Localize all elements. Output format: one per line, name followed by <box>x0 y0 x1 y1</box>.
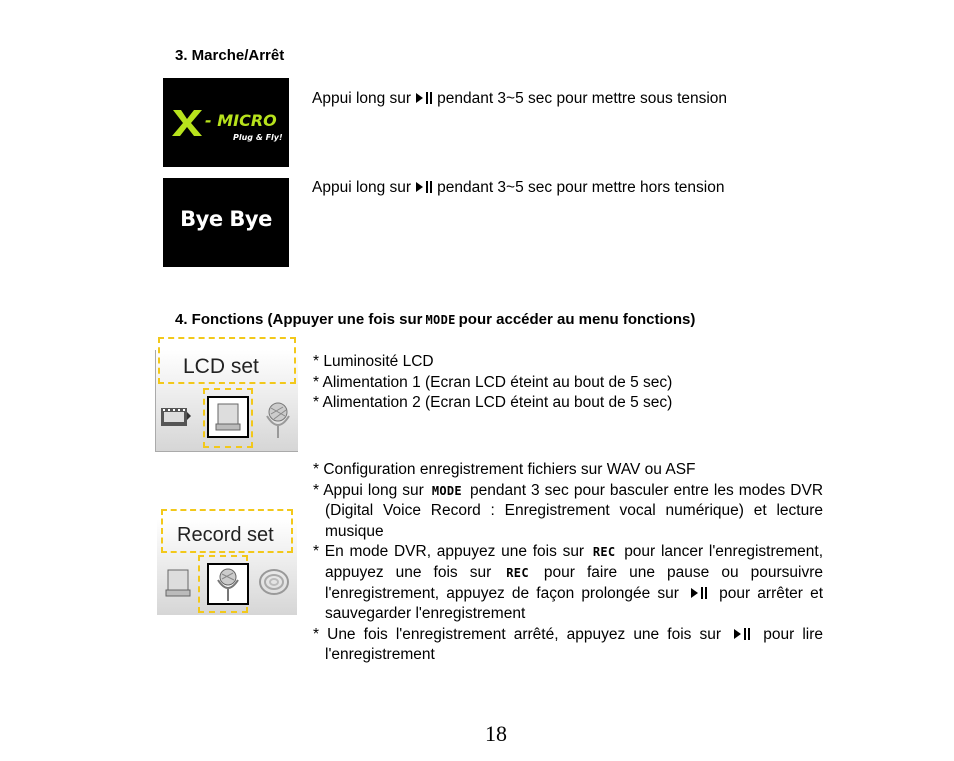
title-highlight <box>161 509 293 553</box>
svg-text:Plug & Fly!: Plug & Fly! <box>233 133 283 142</box>
list-item: * En mode DVR, appuyez une fois sur REC pour lancer l'enregistrement, appuyez une fois sur REC pour faire une pause ou poursuivre l'enregistrement, appuyez de façon prolongée sur pour arrêter et sauvegarder l'enregistrement <box>313 543 824 623</box>
lcd-icon-box <box>207 396 249 438</box>
microphone-icon <box>209 565 247 603</box>
power-off-instruction: Appui long sur pendant 3~5 sec pour mettre hors tension <box>312 179 725 196</box>
mode-key-label: MODE <box>431 483 462 498</box>
record-settings-list <box>313 460 823 666</box>
play-pause-icon <box>691 587 709 599</box>
list-item: * Luminosité LCD <box>313 353 434 370</box>
mode-key-label: MODE <box>425 313 456 327</box>
list-item: * Appui long sur MODE pendant 3 sec pour basculer entre les modes DVR (Digital Voice Record : Enregistrement vocal numérique) et lecture musique <box>313 481 824 540</box>
x-micro-logo-screen <box>163 78 289 167</box>
page-number: 18 <box>485 721 507 746</box>
bye-bye-screen <box>163 178 289 267</box>
x-micro-logo <box>163 78 289 167</box>
section-4-heading: 4. Fonctions (Appuyer une fois sur MODE pour accéder au menu fonctions) <box>175 311 696 328</box>
list-item: * Alimentation 1 (Ecran LCD éteint au bout de 5 sec) <box>313 373 673 391</box>
list-item: * Une fois l'enregistrement arrêté, appuyez une fois sur pour lire l'enregistrement <box>313 625 823 664</box>
section-3-heading: 3. Marche/Arrêt <box>175 47 285 64</box>
record-set-title: Record set <box>177 524 274 546</box>
title-highlight <box>158 337 296 384</box>
play-pause-icon <box>416 92 434 104</box>
music-disc-icon <box>257 565 293 601</box>
lcd-display-icon <box>163 567 195 599</box>
play-pause-icon <box>416 181 434 193</box>
film-icon <box>160 406 192 430</box>
svg-text:- MICRO: - MICRO <box>205 111 277 130</box>
power-on-instruction: Appui long sur pendant 3~5 sec pour mettre sous tension <box>312 90 728 107</box>
lcd-set-screen <box>155 350 298 452</box>
bye-bye-text: Bye Bye <box>180 207 272 231</box>
list-item: * Alimentation 2 (Ecran LCD éteint au bout de 5 sec) <box>313 394 673 412</box>
rec-key-label: REC <box>506 565 529 580</box>
rec-key-label: REC <box>592 545 616 560</box>
lcd-set-title: LCD set <box>183 355 259 378</box>
record-set-screen <box>157 519 297 615</box>
list-item: * Configuration enregistrement fichiers sur WAV ou ASF <box>313 461 696 478</box>
play-pause-icon <box>734 628 752 640</box>
lcd-display-icon <box>209 398 247 436</box>
lcd-settings-list <box>313 352 672 414</box>
microphone-icon <box>264 400 294 440</box>
microphone-icon-box <box>207 563 249 605</box>
